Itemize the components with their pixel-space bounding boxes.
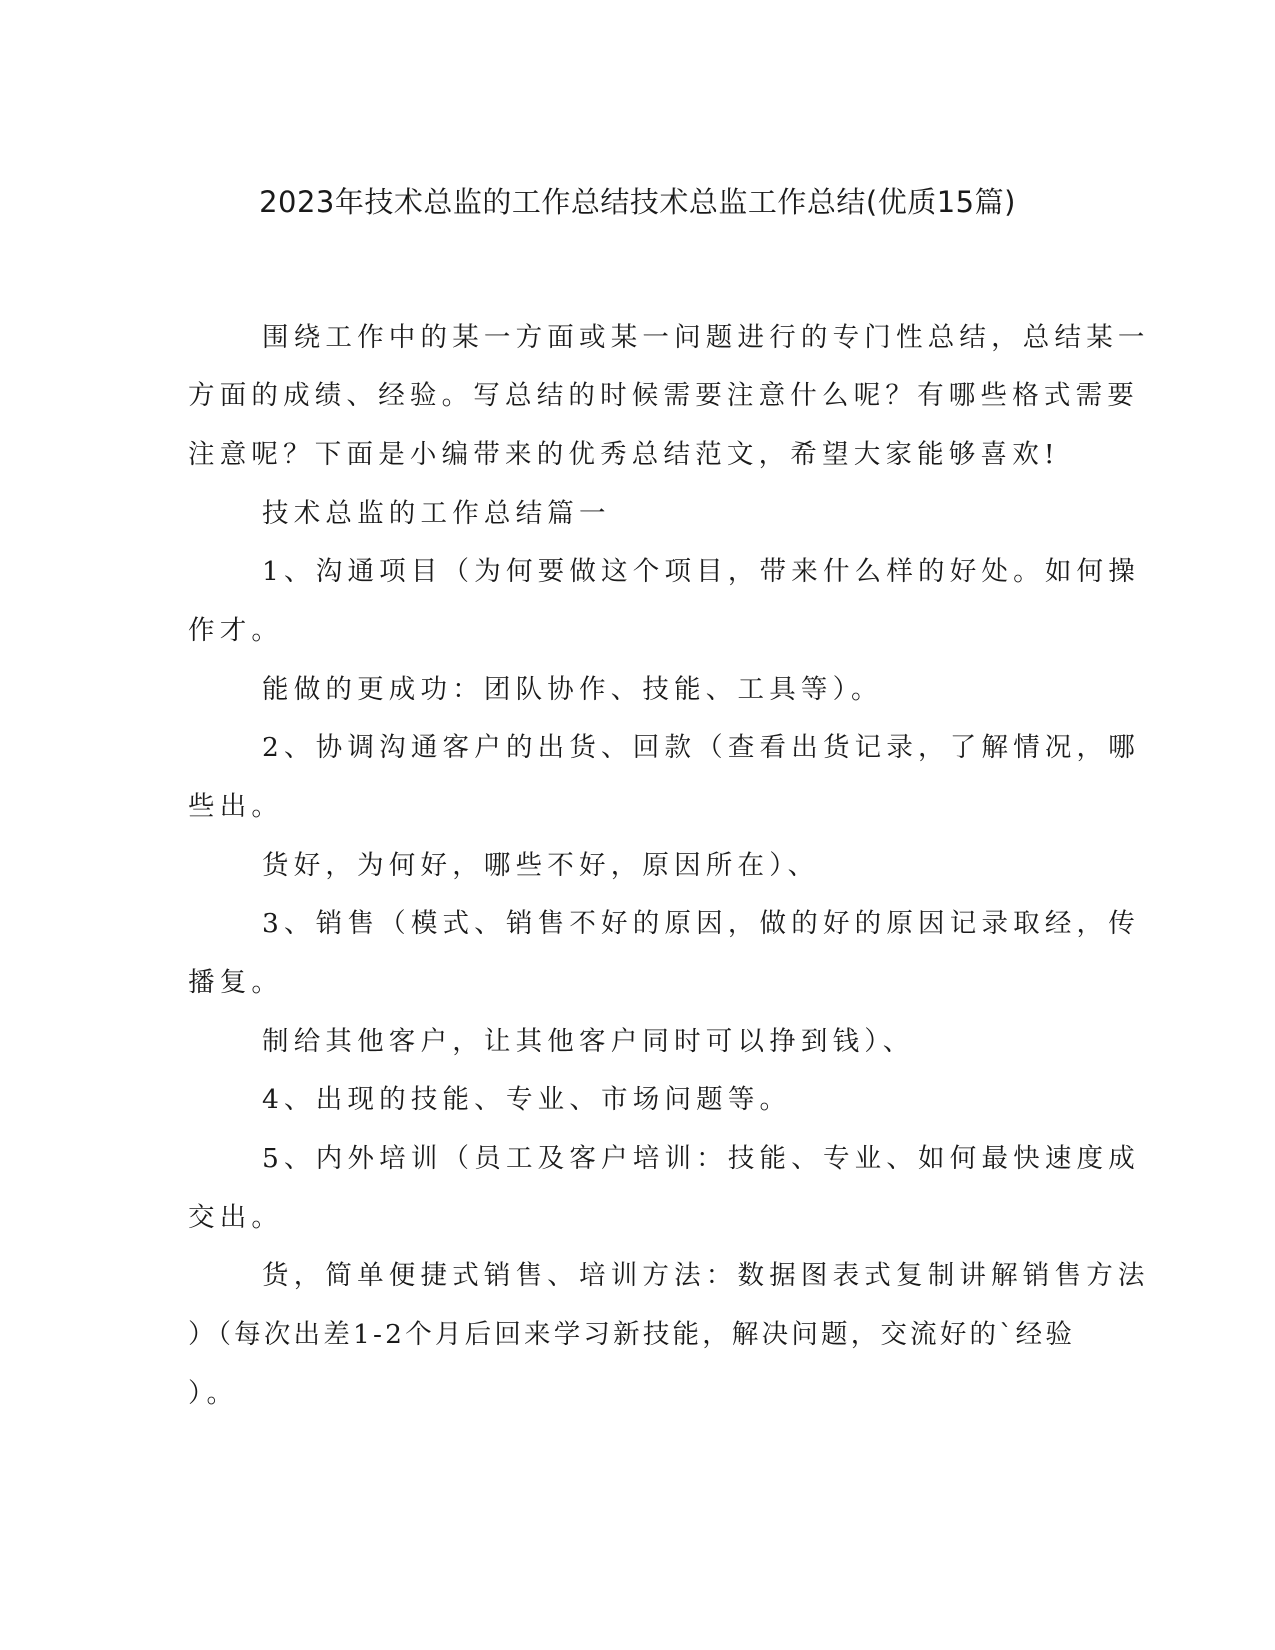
- paragraph-line: 些出。: [188, 791, 284, 822]
- paragraph-line: 制给其他客户，让其他客户同时可以挣到钱）、: [262, 1026, 915, 1057]
- paragraph-line: 货好，为何好，哪些不好，原因所在）、: [262, 850, 820, 881]
- paragraph-line: 5、内外培训（员工及客户培训：技能、专业、如何最快速度成: [262, 1143, 1140, 1174]
- paragraph-line: ）。: [188, 1378, 239, 1409]
- paragraph-line: 交出。: [188, 1202, 284, 1233]
- paragraph-line: ）（每次出差1-2个月后回来学习新技能，解决问题，交流好的`经验: [188, 1319, 1076, 1350]
- paragraph-line: 3、销售（模式、销售不好的原因，做的好的原因记录取经，传: [262, 908, 1140, 939]
- paragraph-line: 作才。: [188, 615, 284, 646]
- paragraph-line: 能做的更成功：团队协作、技能、工具等）。: [262, 674, 883, 705]
- paragraph-line: 播复。: [188, 967, 284, 998]
- paragraph-line: 注意呢？下面是小编带来的优秀总结范文，希望大家能够喜欢!: [188, 439, 1060, 470]
- paragraph-line: 2、协调沟通客户的出货、回款（查看出货记录，了解情况，哪: [262, 732, 1140, 763]
- paragraph-line: 4、出现的技能、专业、市场问题等。: [262, 1084, 792, 1115]
- paragraph-line: 1、沟通项目（为何要做这个项目，带来什么样的好处。如何操: [262, 556, 1140, 587]
- document-title: 2023年技术总监的工作总结技术总监工作总结(优质15篇): [259, 185, 1016, 219]
- section-heading: 技术总监的工作总结篇一: [262, 498, 611, 529]
- paragraph-line: 方面的成绩、经验。写总结的时候需要注意什么呢？有哪些格式需要: [188, 380, 1139, 411]
- paragraph-line: 围绕工作中的某一方面或某一问题进行的专门性总结，总结某一: [262, 322, 1150, 353]
- paragraph-line: 货，简单便捷式销售、培训方法：数据图表式复制讲解销售方法: [262, 1260, 1150, 1291]
